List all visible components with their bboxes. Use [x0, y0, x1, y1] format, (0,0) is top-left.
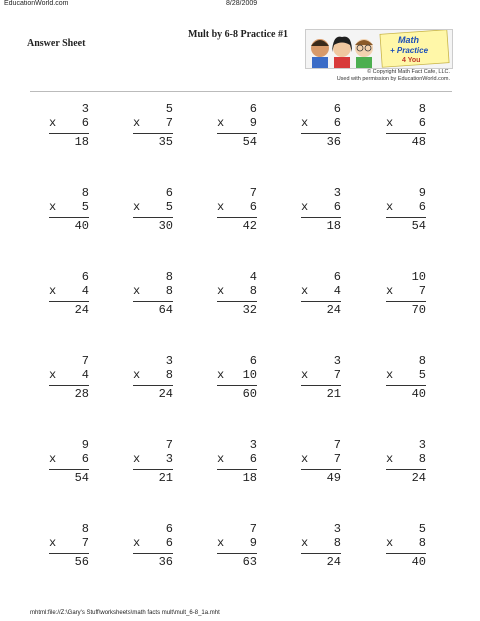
- problem-26: [49, 522, 89, 569]
- multiplier: 9: [249, 536, 257, 550]
- problem-17: [133, 354, 173, 401]
- product: 48: [386, 133, 426, 149]
- times-sign: x: [217, 284, 225, 298]
- product: 36: [133, 553, 173, 569]
- multiplier-row: [133, 368, 173, 382]
- product: 40: [386, 553, 426, 569]
- answer-sheet-title: Answer Sheet: [27, 38, 86, 49]
- multiplier-row: [301, 368, 341, 382]
- product: 24: [133, 385, 173, 401]
- site-name: EducationWorld.com: [4, 0, 69, 7]
- problem-20: [386, 354, 426, 401]
- multiplicand: 7: [249, 522, 257, 536]
- multiplier: 6: [249, 452, 257, 466]
- times-sign: x: [217, 536, 225, 550]
- multiplier: 6: [165, 536, 173, 550]
- times-sign: x: [301, 368, 309, 382]
- times-sign: x: [49, 452, 57, 466]
- logo-line3: 4 You: [402, 57, 421, 64]
- multiplicand: 6: [165, 522, 173, 536]
- multiplier-row: [386, 116, 426, 130]
- multiplier: 10: [242, 368, 257, 382]
- product: 60: [217, 385, 257, 401]
- multiplicand: 3: [333, 354, 341, 368]
- problem-30: [386, 522, 426, 569]
- multiplicand: 8: [418, 102, 426, 116]
- times-sign: x: [301, 116, 309, 130]
- multiplier: 6: [81, 116, 89, 130]
- product: 54: [49, 469, 89, 485]
- multiplier: 7: [165, 116, 173, 130]
- times-sign: x: [217, 200, 225, 214]
- problem-2: [133, 102, 173, 149]
- product: 21: [301, 385, 341, 401]
- times-sign: x: [386, 368, 394, 382]
- multiplier-row: [217, 452, 257, 466]
- multiplicand: 6: [165, 186, 173, 200]
- product: 42: [217, 217, 257, 233]
- multiplier: 8: [165, 284, 173, 298]
- multiplier: 7: [81, 536, 89, 550]
- problem-19: [301, 354, 341, 401]
- product: 24: [49, 301, 89, 317]
- problem-23: [217, 438, 257, 485]
- multiplier-row: [217, 284, 257, 298]
- multiplier: 5: [81, 200, 89, 214]
- worksheet-title: Mult by 6-8 Practice #1: [188, 29, 288, 40]
- multiplier-row: [49, 200, 89, 214]
- problem-8: [217, 186, 257, 233]
- multiplicand: 4: [249, 270, 257, 284]
- multiplier-row: [133, 200, 173, 214]
- times-sign: x: [301, 284, 309, 298]
- multiplier-row: [301, 200, 341, 214]
- multiplier: 6: [333, 200, 341, 214]
- multiplier: 8: [333, 536, 341, 550]
- times-sign: x: [217, 368, 225, 382]
- multiplier-row: [301, 536, 341, 550]
- multiplicand: 9: [81, 438, 89, 452]
- problem-7: [133, 186, 173, 233]
- problem-13: [217, 270, 257, 317]
- multiplier: 8: [418, 452, 426, 466]
- times-sign: x: [386, 452, 394, 466]
- problem-22: [133, 438, 173, 485]
- product: 54: [386, 217, 426, 233]
- problem-10: [386, 186, 426, 233]
- multiplier: 6: [418, 116, 426, 130]
- multiplicand: 6: [333, 270, 341, 284]
- product: 64: [133, 301, 173, 317]
- multiplier: 4: [81, 284, 89, 298]
- multiplicand: 5: [418, 522, 426, 536]
- multiplier-row: [49, 116, 89, 130]
- times-sign: x: [133, 200, 141, 214]
- times-sign: x: [133, 452, 141, 466]
- multiplier-row: [386, 452, 426, 466]
- product: 32: [217, 301, 257, 317]
- problem-15: [386, 270, 426, 317]
- problem-24: [301, 438, 341, 485]
- multiplier: 3: [165, 452, 173, 466]
- product: 56: [49, 553, 89, 569]
- multiplier: 7: [418, 284, 426, 298]
- permission-text: Used with permission by EducationWorld.com.: [336, 76, 450, 82]
- product: 18: [301, 217, 341, 233]
- problem-21: [49, 438, 89, 485]
- problem-29: [301, 522, 341, 569]
- logo-line1: Math: [398, 35, 419, 45]
- times-sign: x: [49, 284, 57, 298]
- file-path-footer: mhtml:file://Z:\Gary's Stuff\worksheets\math facts mult\mult_6-8_1a.mht: [30, 610, 220, 616]
- multiplicand: 7: [333, 438, 341, 452]
- multiplicand: 3: [333, 522, 341, 536]
- multiplier-row: [49, 452, 89, 466]
- multiplier-row: [49, 284, 89, 298]
- multiplier: 7: [333, 368, 341, 382]
- multiplier-row: [386, 200, 426, 214]
- multiplier-row: [49, 368, 89, 382]
- multiplier: 5: [165, 200, 173, 214]
- product: 18: [217, 469, 257, 485]
- multiplier: 6: [418, 200, 426, 214]
- multiplicand: 8: [165, 270, 173, 284]
- problem-4: [301, 102, 341, 149]
- times-sign: x: [386, 116, 394, 130]
- multiplier-row: [386, 368, 426, 382]
- product: 21: [133, 469, 173, 485]
- multiplicand: 3: [81, 102, 89, 116]
- multiplier: 8: [249, 284, 257, 298]
- multiplicand: 9: [418, 186, 426, 200]
- times-sign: x: [133, 536, 141, 550]
- multiplier: 8: [165, 368, 173, 382]
- times-sign: x: [133, 116, 141, 130]
- multiplier-row: [301, 116, 341, 130]
- problem-25: [386, 438, 426, 485]
- multiplier: 4: [81, 368, 89, 382]
- times-sign: x: [386, 200, 394, 214]
- multiplicand: 8: [418, 354, 426, 368]
- problem-27: [133, 522, 173, 569]
- problem-18: [217, 354, 257, 401]
- multiplicand: 7: [165, 438, 173, 452]
- multiplicand: 6: [81, 270, 89, 284]
- product: 24: [301, 301, 341, 317]
- multiplier: 6: [249, 200, 257, 214]
- multiplier-row: [217, 200, 257, 214]
- print-date: 8/28/2009: [226, 0, 258, 7]
- multiplicand: 3: [249, 438, 257, 452]
- times-sign: x: [301, 452, 309, 466]
- multiplier-row: [133, 284, 173, 298]
- multiplicand: 3: [418, 438, 426, 452]
- problem-12: [133, 270, 173, 317]
- multiplicand: 6: [333, 102, 341, 116]
- multiplier-row: [301, 452, 341, 466]
- problem-11: [49, 270, 89, 317]
- copyright-text: © Copyright Math Fact Cafe, LLC.: [367, 69, 450, 75]
- multiplier: 4: [333, 284, 341, 298]
- product: 28: [49, 385, 89, 401]
- multiplier-row: [301, 284, 341, 298]
- multiplicand: 8: [81, 522, 89, 536]
- times-sign: x: [49, 116, 57, 130]
- multiplier-row: [133, 452, 173, 466]
- multiplier-row: [133, 116, 173, 130]
- product: 24: [386, 469, 426, 485]
- multiplicand: 3: [165, 354, 173, 368]
- multiplicand: 6: [249, 354, 257, 368]
- times-sign: x: [133, 368, 141, 382]
- multiplier-row: [217, 368, 257, 382]
- times-sign: x: [49, 200, 57, 214]
- product: 35: [133, 133, 173, 149]
- multiplier-row: [386, 284, 426, 298]
- multiplier-row: [133, 536, 173, 550]
- problem-6: [49, 186, 89, 233]
- product: 70: [386, 301, 426, 317]
- multiplicand: 8: [81, 186, 89, 200]
- multiplier: 6: [333, 116, 341, 130]
- times-sign: x: [301, 200, 309, 214]
- multiplicand: 7: [81, 354, 89, 368]
- logo-line2: + Practice: [390, 46, 429, 55]
- times-sign: x: [301, 536, 309, 550]
- problem-3: [217, 102, 257, 149]
- multiplier: 5: [418, 368, 426, 382]
- multiplier: 6: [81, 452, 89, 466]
- times-sign: x: [217, 116, 225, 130]
- multiplier-row: [49, 536, 89, 550]
- multiplicand: 5: [165, 102, 173, 116]
- times-sign: x: [386, 536, 394, 550]
- problem-14: [301, 270, 341, 317]
- multiplier-row: [217, 536, 257, 550]
- times-sign: x: [49, 368, 57, 382]
- product: 49: [301, 469, 341, 485]
- times-sign: x: [386, 284, 394, 298]
- multiplicand: 3: [333, 186, 341, 200]
- problem-1: [49, 102, 89, 149]
- multiplier: 7: [333, 452, 341, 466]
- multiplier-row: [217, 116, 257, 130]
- problem-5: [386, 102, 426, 149]
- product: 18: [49, 133, 89, 149]
- multiplier: 8: [418, 536, 426, 550]
- multiplicand: 10: [411, 270, 426, 284]
- problem-16: [49, 354, 89, 401]
- problem-28: [217, 522, 257, 569]
- product: 30: [133, 217, 173, 233]
- times-sign: x: [49, 536, 57, 550]
- multiplicand: 6: [249, 102, 257, 116]
- times-sign: x: [217, 452, 225, 466]
- product: 54: [217, 133, 257, 149]
- product: 40: [49, 217, 89, 233]
- product: 63: [217, 553, 257, 569]
- multiplicand: 7: [249, 186, 257, 200]
- times-sign: x: [133, 284, 141, 298]
- problem-9: [301, 186, 341, 233]
- product: 36: [301, 133, 341, 149]
- multiplier: 9: [249, 116, 257, 130]
- product: 24: [301, 553, 341, 569]
- multiplier-row: [386, 536, 426, 550]
- product: 40: [386, 385, 426, 401]
